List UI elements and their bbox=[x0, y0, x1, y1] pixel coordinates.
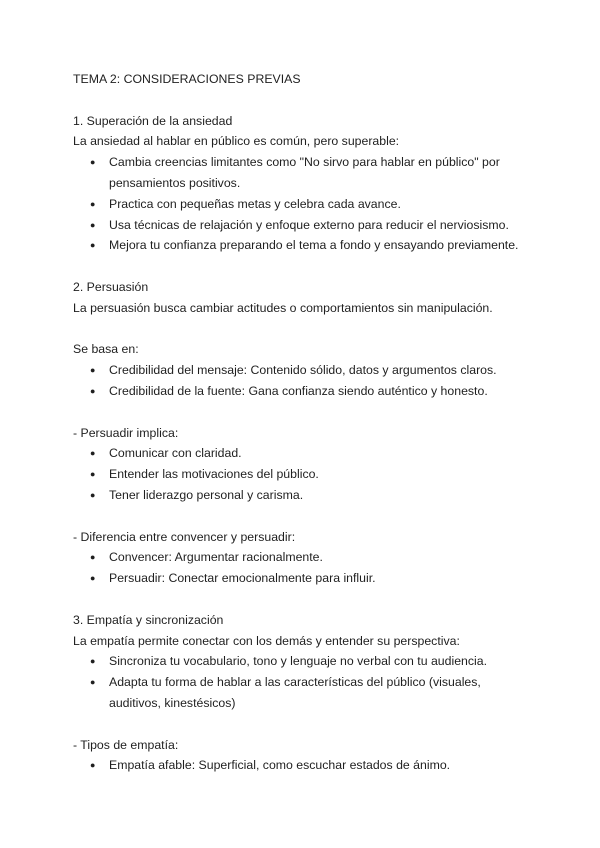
bullet-icon: ● bbox=[90, 677, 96, 688]
bullet-icon: ● bbox=[90, 198, 96, 209]
list-item: ● Persuadir: Conectar emocionalmente para influir. bbox=[73, 568, 543, 589]
spacer bbox=[73, 714, 543, 735]
bullet-icon: ● bbox=[90, 573, 96, 584]
section-1-intro: La ansiedad al hablar en público es común, pero superable: bbox=[73, 134, 400, 149]
list-item: ● Empatía afable: Superficial, como escuchar estados de ánimo. bbox=[73, 755, 543, 776]
section-3-list bbox=[73, 651, 543, 713]
list-item: ● Practica con pequeñas metas y celebra cada avance. bbox=[73, 194, 543, 215]
list-item: ● Mejora tu confianza preparando el tema a fondo y ensayando previamente. bbox=[73, 235, 543, 256]
bullet-icon: ● bbox=[90, 489, 96, 500]
list-item: ● Convencer: Argumentar racionalmente. bbox=[73, 547, 543, 568]
list-item: ● Comunicar con claridad. bbox=[73, 443, 543, 464]
section-2-implica-list bbox=[73, 443, 543, 505]
spacer bbox=[73, 319, 543, 340]
section-1-heading: 1. Superación de la ansiedad bbox=[73, 113, 233, 128]
section-2-base-label: Se basa en: bbox=[73, 342, 139, 357]
section-2-heading: 2. Persuasión bbox=[73, 279, 149, 294]
section-3-tipos-label: - Tipos de empatía: bbox=[73, 737, 179, 752]
list-item: ● Credibilidad de la fuente: Gana confianza siendo auténtico y honesto. bbox=[73, 381, 543, 402]
bullet-icon: ● bbox=[90, 240, 96, 251]
section-2-intro: La persuasión busca cambiar actitudes o comportamientos sin manipulación. bbox=[73, 300, 493, 315]
section-3-heading: 3. Empatía y sincronización bbox=[73, 612, 224, 627]
bullet-icon: ● bbox=[90, 760, 96, 771]
spacer bbox=[73, 256, 543, 277]
bullet-icon: ● bbox=[90, 656, 96, 667]
list-item: ● Entender las motivaciones del público. bbox=[73, 464, 543, 485]
section-2-diferencia-label: - Diferencia entre convencer y persuadir: bbox=[73, 529, 296, 544]
spacer bbox=[73, 90, 543, 111]
spacer bbox=[73, 506, 543, 527]
bullet-icon: ● bbox=[90, 552, 96, 563]
document-page bbox=[73, 69, 543, 776]
spacer bbox=[73, 402, 543, 423]
list-item: ● Usa técnicas de relajación y enfoque externo para reducir el nerviosismo. bbox=[73, 215, 543, 236]
list-item: ● Tener liderazgo personal y carisma. bbox=[73, 485, 543, 506]
section-3-intro: La empatía permite conectar con los demás y entender su perspectiva: bbox=[73, 633, 460, 648]
document-title: TEMA 2: CONSIDERACIONES PREVIAS bbox=[73, 72, 301, 86]
section-2-diferencia-list bbox=[73, 547, 543, 589]
section-3-tipos-list bbox=[73, 755, 543, 776]
bullet-icon: ● bbox=[90, 157, 96, 168]
list-item: ● Sincroniza tu vocabulario, tono y lenguaje no verbal con tu audiencia. bbox=[73, 651, 543, 672]
bullet-icon: ● bbox=[90, 448, 96, 459]
section-1-list bbox=[73, 152, 543, 256]
bullet-icon: ● bbox=[90, 469, 96, 480]
list-item: ● Cambia creencias limitantes como "No sirvo para hablar en público" por pensamientos positivos. bbox=[73, 152, 543, 194]
section-2-implica-label: - Persuadir implica: bbox=[73, 425, 179, 440]
spacer bbox=[73, 589, 543, 610]
section-2-base-list bbox=[73, 360, 543, 402]
bullet-icon: ● bbox=[90, 385, 96, 396]
bullet-icon: ● bbox=[90, 365, 96, 376]
list-item: ● Adapta tu forma de hablar a las características del público (visuales, auditivos, kinestésicos) bbox=[73, 672, 543, 714]
bullet-icon: ● bbox=[90, 219, 96, 230]
list-item: ● Credibilidad del mensaje: Contenido sólido, datos y argumentos claros. bbox=[73, 360, 543, 381]
